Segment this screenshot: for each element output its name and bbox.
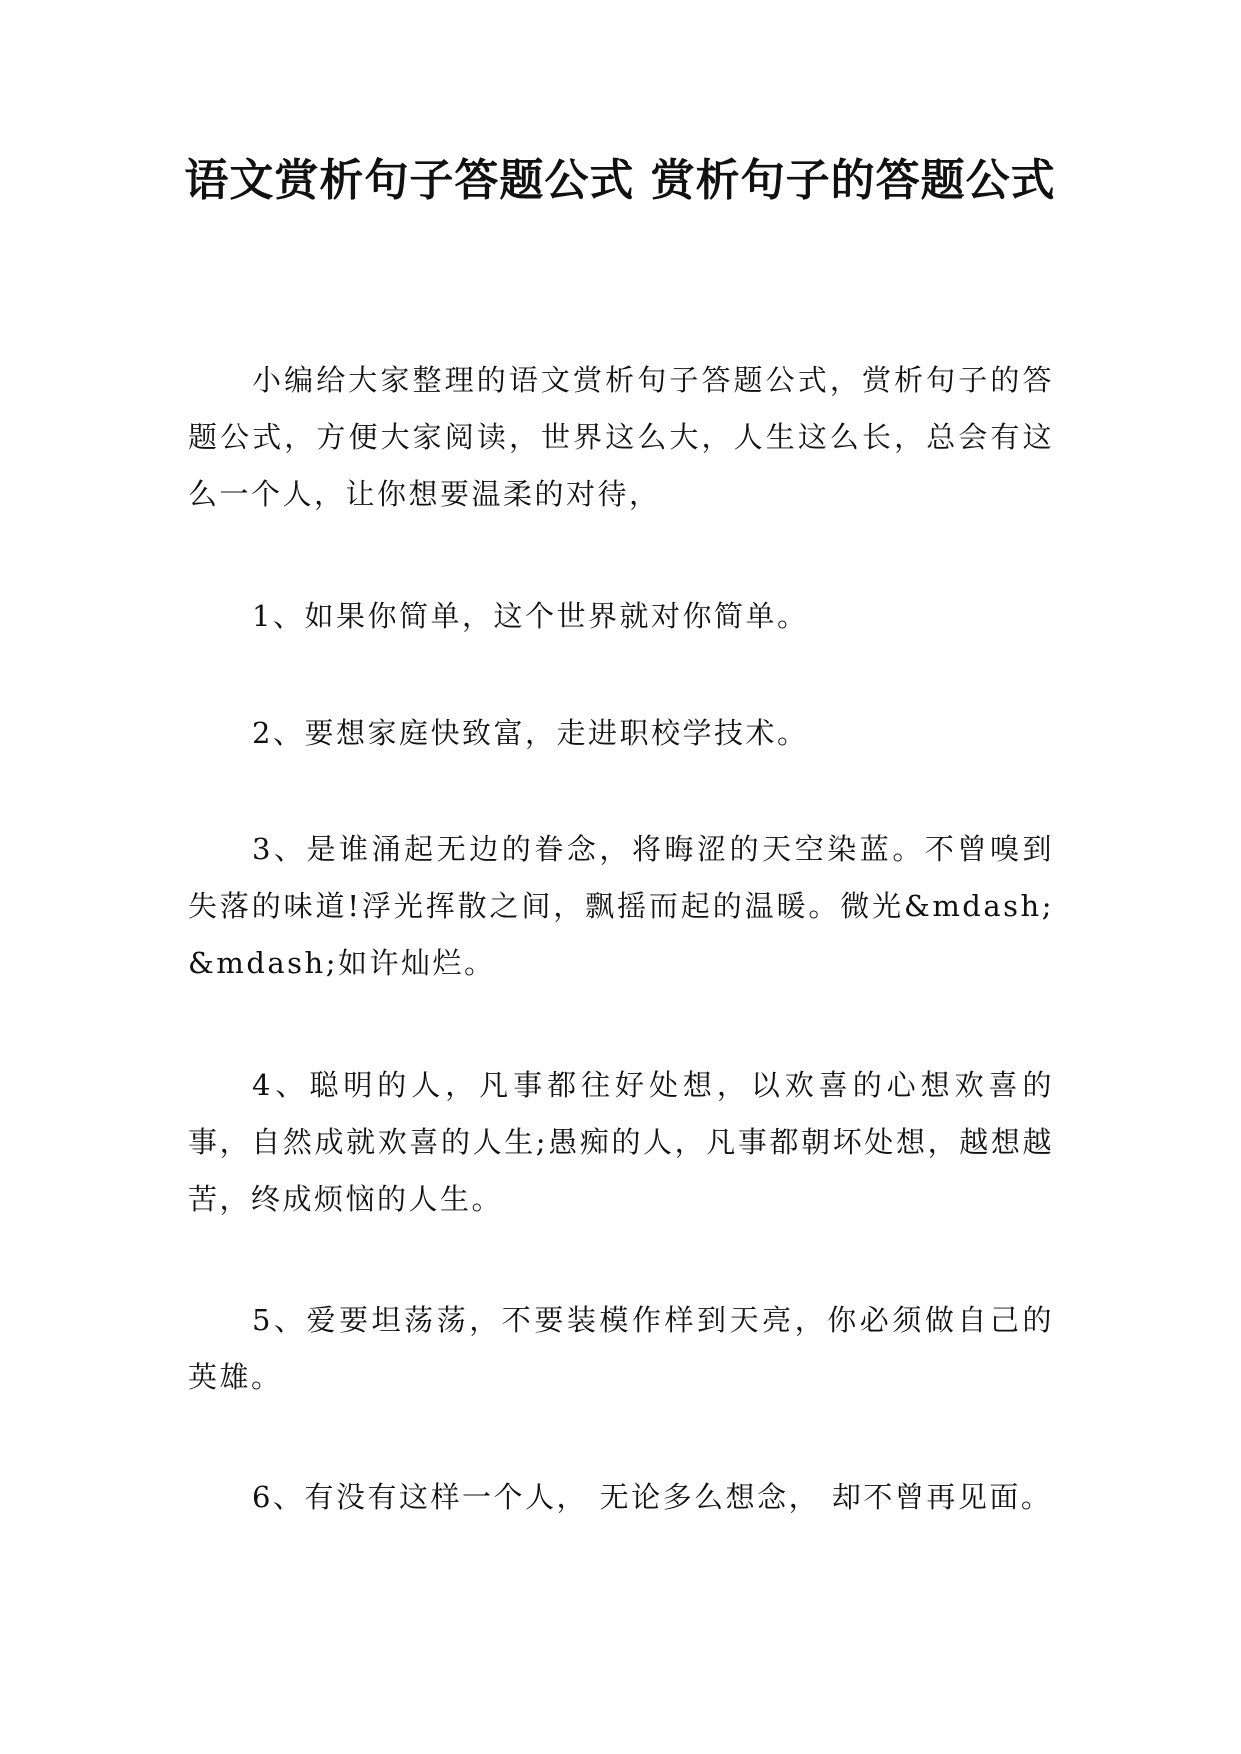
list-item-2: 2、要想家庭快致富，走进职校学技术。 bbox=[252, 716, 809, 750]
list-item-4: 4、聪明的人，凡事都往好处想，以欢喜的心想欢喜的事，自然成就欢喜的人生;愚痴的人，凡事都朝坏处想，越想越苦，终成烦恼的人生。 bbox=[188, 1068, 1054, 1216]
document-title: 语文赏析句子答题公式 赏析句子的答题公式 bbox=[184, 155, 1056, 206]
list-item-6: 6、有没有这样一个人， 无论多么想念， 却不曾再见面。 bbox=[252, 1480, 1053, 1514]
list-item-5: 5、爱要坦荡荡，不要装模作样到天亮，你必须做自己的英雄。 bbox=[188, 1303, 1054, 1394]
intro-paragraph: 小编给大家整理的语文赏析句子答题公式，赏析句子的答题公式，方便大家阅读，世界这么大，人生这么长，总会有这么一个人，让你想要温柔的对待， bbox=[188, 363, 1054, 511]
list-item-1: 1、如果你简单，这个世界就对你简单。 bbox=[252, 599, 809, 633]
list-item-3: 3、是谁涌起无边的眷念，将晦涩的天空染蓝。不曾嗅到失落的味道!浮光挥散之间，飘摇而起的温暖。微光&mdash;&mdash;如许灿烂。 bbox=[188, 832, 1054, 980]
